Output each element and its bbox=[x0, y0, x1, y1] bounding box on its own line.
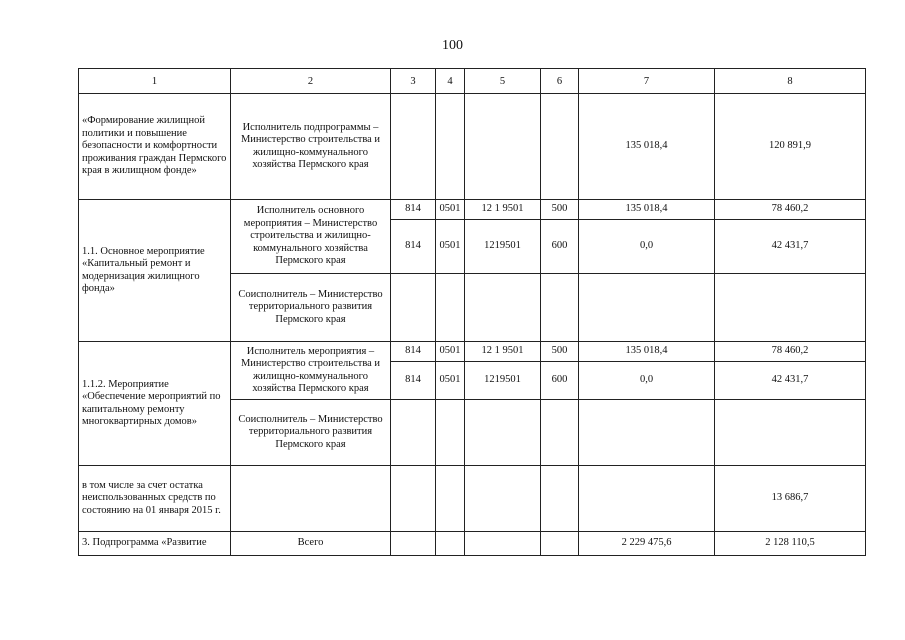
including-col8: 13 686,7 bbox=[715, 466, 866, 532]
measure-1-1-name: 1.1. Основное мероприятие «Капитальный ремонт и модернизация жилищного фонда» bbox=[79, 200, 231, 342]
measure-1-1-coexecutor: Соисполнитель – Министерство территориального развития Пермского края bbox=[231, 274, 391, 342]
table-row bbox=[79, 466, 866, 532]
measure-1-1-line2-c5: 1219501 bbox=[465, 220, 541, 274]
header-col-6: 6 bbox=[541, 69, 579, 94]
empty-cell bbox=[465, 532, 541, 556]
measure-1-1-2-line1-c5: 12 1 9501 bbox=[465, 342, 541, 362]
subprogram-3-executor: Всего bbox=[231, 532, 391, 556]
measure-1-1-line2-c6: 600 bbox=[541, 220, 579, 274]
empty-cell bbox=[391, 466, 436, 532]
empty-cell bbox=[436, 466, 465, 532]
measure-1-1-2-line1-c8: 78 460,2 bbox=[715, 342, 866, 362]
measure-1-1-line1-c4: 0501 bbox=[436, 200, 465, 220]
empty-cell bbox=[579, 274, 715, 342]
empty-cell bbox=[391, 94, 436, 200]
header-col-5: 5 bbox=[465, 69, 541, 94]
empty-cell bbox=[541, 400, 579, 466]
header-col-4: 4 bbox=[436, 69, 465, 94]
budget-table bbox=[78, 68, 866, 556]
empty-cell bbox=[579, 400, 715, 466]
program-name: «Формирование жилищной политики и повышение безопасности и комфортности проживания граждан Пермского края в жилищном фонде» bbox=[79, 94, 231, 200]
empty-cell bbox=[541, 94, 579, 200]
empty-cell bbox=[715, 400, 866, 466]
empty-cell bbox=[541, 274, 579, 342]
measure-1-1-line1-c6: 500 bbox=[541, 200, 579, 220]
program-col8: 120 891,9 bbox=[715, 94, 866, 200]
table-header-row bbox=[79, 69, 866, 94]
measure-1-1-line2-c8: 42 431,7 bbox=[715, 220, 866, 274]
measure-1-1-line1-c7: 135 018,4 bbox=[579, 200, 715, 220]
header-col-2: 2 bbox=[231, 69, 391, 94]
header-col-3: 3 bbox=[391, 69, 436, 94]
measure-1-1-line2-c4: 0501 bbox=[436, 220, 465, 274]
measure-1-1-2-line2-c7: 0,0 bbox=[579, 362, 715, 400]
page-number: 100 bbox=[442, 38, 463, 53]
measure-1-1-2-executor: Исполнитель мероприятия – Министерство строительства и жилищно-коммунального хозяйства Пермского края bbox=[231, 342, 391, 400]
empty-cell bbox=[465, 94, 541, 200]
table-row bbox=[79, 532, 866, 556]
table-row bbox=[79, 200, 866, 220]
measure-1-1-line1-c5: 12 1 9501 bbox=[465, 200, 541, 220]
empty-cell bbox=[541, 532, 579, 556]
empty-cell bbox=[465, 466, 541, 532]
measure-1-1-line1-c3: 814 bbox=[391, 200, 436, 220]
program-col7: 135 018,4 bbox=[579, 94, 715, 200]
empty-cell bbox=[715, 274, 866, 342]
empty-cell bbox=[391, 400, 436, 466]
measure-1-1-executor: Исполнитель основного мероприятия – Министерство строительства и жилищно-коммунального хозяйства Пермского края bbox=[231, 200, 391, 274]
program-executor: Исполнитель подпрограммы – Министерство строительства и жилищно-коммунального хозяйства Пермского края bbox=[231, 94, 391, 200]
header-col-1: 1 bbox=[79, 69, 231, 94]
table-row bbox=[79, 94, 866, 200]
empty-cell bbox=[465, 400, 541, 466]
empty-cell bbox=[436, 400, 465, 466]
header-col-8: 8 bbox=[715, 69, 866, 94]
measure-1-1-line2-c3: 814 bbox=[391, 220, 436, 274]
measure-1-1-2-line2-c4: 0501 bbox=[436, 362, 465, 400]
measure-1-1-2-line2-c8: 42 431,7 bbox=[715, 362, 866, 400]
table-row bbox=[79, 342, 866, 362]
measure-1-1-2-line1-c4: 0501 bbox=[436, 342, 465, 362]
subprogram-3-name: 3. Подпрограмма «Развитие bbox=[79, 532, 231, 556]
empty-cell bbox=[465, 274, 541, 342]
empty-cell bbox=[231, 466, 391, 532]
measure-1-1-2-name: 1.1.2. Мероприятие «Обеспечение мероприятий по капитальному ремонту многоквартирных домов» bbox=[79, 342, 231, 466]
measure-1-1-2-line2-c6: 600 bbox=[541, 362, 579, 400]
header-col-7: 7 bbox=[579, 69, 715, 94]
measure-1-1-line1-c8: 78 460,2 bbox=[715, 200, 866, 220]
measure-1-1-2-line1-c3: 814 bbox=[391, 342, 436, 362]
empty-cell bbox=[436, 274, 465, 342]
measure-1-1-2-line2-c3: 814 bbox=[391, 362, 436, 400]
measure-1-1-2-line2-c5: 1219501 bbox=[465, 362, 541, 400]
empty-cell bbox=[579, 466, 715, 532]
measure-1-1-2-line1-c6: 500 bbox=[541, 342, 579, 362]
measure-1-1-2-line1-c7: 135 018,4 bbox=[579, 342, 715, 362]
empty-cell bbox=[391, 274, 436, 342]
empty-cell bbox=[436, 532, 465, 556]
empty-cell bbox=[436, 94, 465, 200]
measure-1-1-line2-c7: 0,0 bbox=[579, 220, 715, 274]
measure-1-1-2-coexecutor: Соисполнитель – Министерство территориального развития Пермского края bbox=[231, 400, 391, 466]
empty-cell bbox=[541, 466, 579, 532]
empty-cell bbox=[391, 532, 436, 556]
subprogram-3-col7: 2 229 475,6 bbox=[579, 532, 715, 556]
subprogram-3-col8: 2 128 110,5 bbox=[715, 532, 866, 556]
including-name: в том числе за счет остатка неиспользованных средств по состоянию на 01 января 2015 г. bbox=[79, 466, 231, 532]
